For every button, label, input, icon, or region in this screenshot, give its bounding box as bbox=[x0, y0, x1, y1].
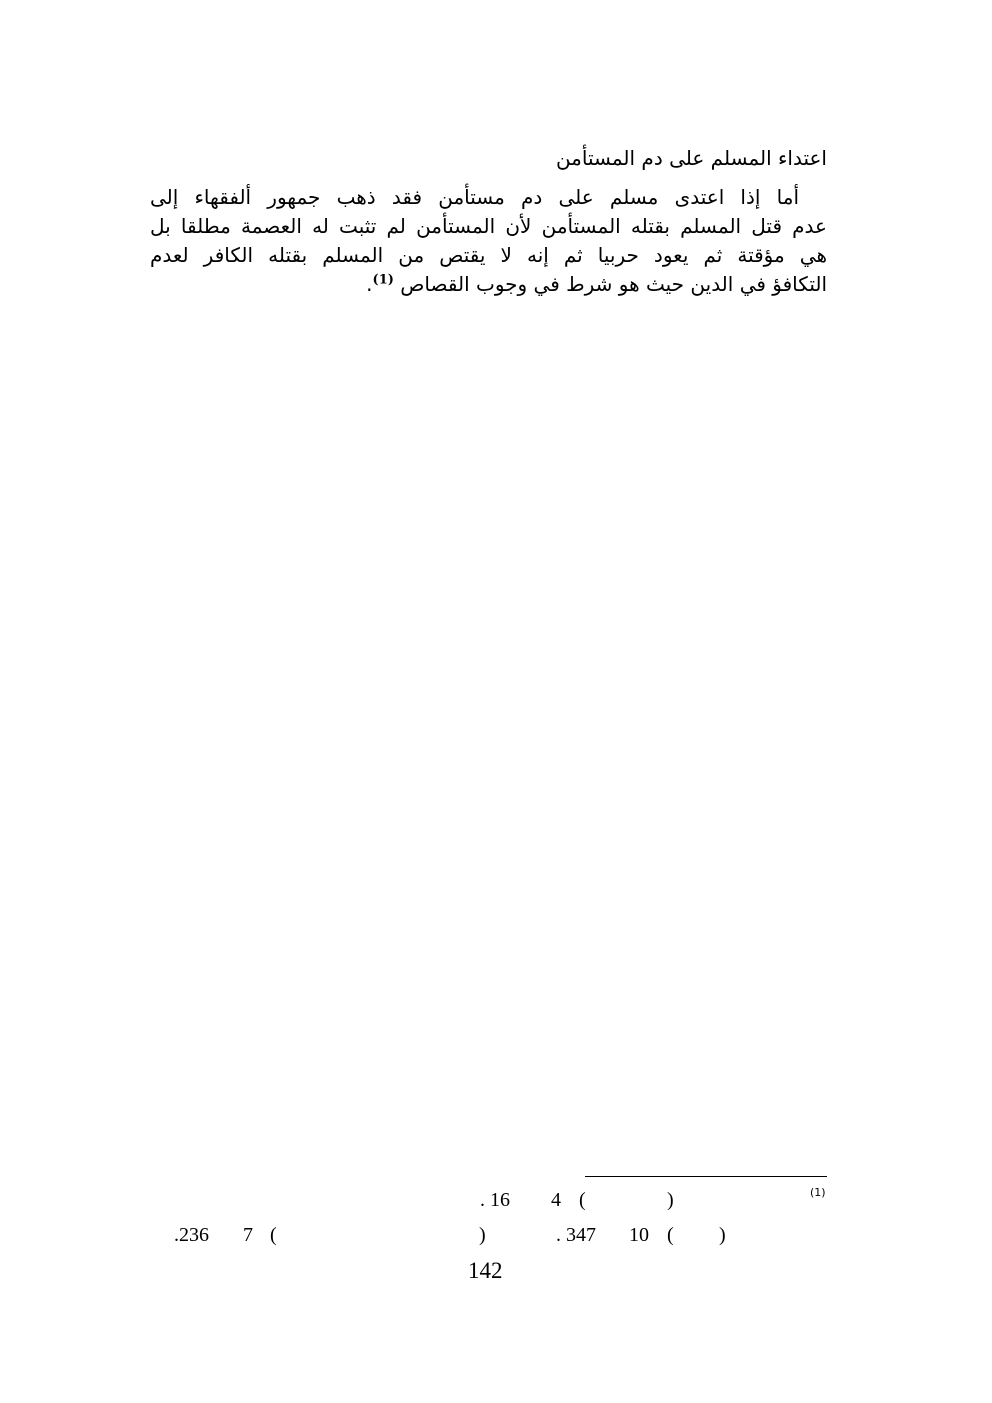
page-number: 142 bbox=[468, 1258, 503, 1283]
footnote-marker: (1) bbox=[810, 1186, 826, 1199]
footnote-3-paren-close: ) bbox=[719, 1224, 726, 1246]
footnote-1-paren-close: ) bbox=[667, 1189, 674, 1211]
footnote-3-page-ref: . 347 bbox=[556, 1224, 596, 1246]
footnote-3-volume: 10 bbox=[629, 1224, 649, 1246]
footnote-2-page-ref: .236 bbox=[174, 1224, 209, 1246]
footnote-1-volume: 4 bbox=[551, 1189, 561, 1211]
footnote-1-paren-open: ( bbox=[579, 1189, 586, 1211]
body-line-4 bbox=[150, 270, 827, 299]
footnote-3-paren-open: ( bbox=[667, 1224, 674, 1246]
body-paragraph bbox=[150, 183, 827, 299]
footnote-reference[interactable]: (1) bbox=[372, 272, 394, 288]
body-line-2: عدم قتل المسلم بقتله المستأمن لأن المستأمن لم تثبت له العصمة مطلقا بل bbox=[150, 214, 827, 238]
section-heading: اعتداء المسلم على دم المستأمن bbox=[555, 146, 827, 170]
body-line-4-text: التكافؤ في الدين حيث هو شرط في وجوب القصاص bbox=[400, 272, 827, 296]
footnote-2-paren-close: ) bbox=[479, 1224, 486, 1246]
footnote-separator bbox=[585, 1176, 827, 1177]
body-line-3: هي مؤقتة ثم يعود حربيا ثم إنه لا يقتص من المسلم بقتله الكافر لعدم bbox=[150, 243, 827, 267]
footnote-2-paren-open: ( bbox=[270, 1224, 277, 1246]
sentence-end-period: . bbox=[366, 272, 373, 296]
footnote-1-page-ref: . 16 bbox=[480, 1189, 510, 1211]
body-line-1: أما إذا اعتدى مسلم على دم مستأمن فقد ذهب جمهور ألفقهاء إلى bbox=[150, 185, 799, 209]
footnote-2-volume: 7 bbox=[243, 1224, 253, 1246]
